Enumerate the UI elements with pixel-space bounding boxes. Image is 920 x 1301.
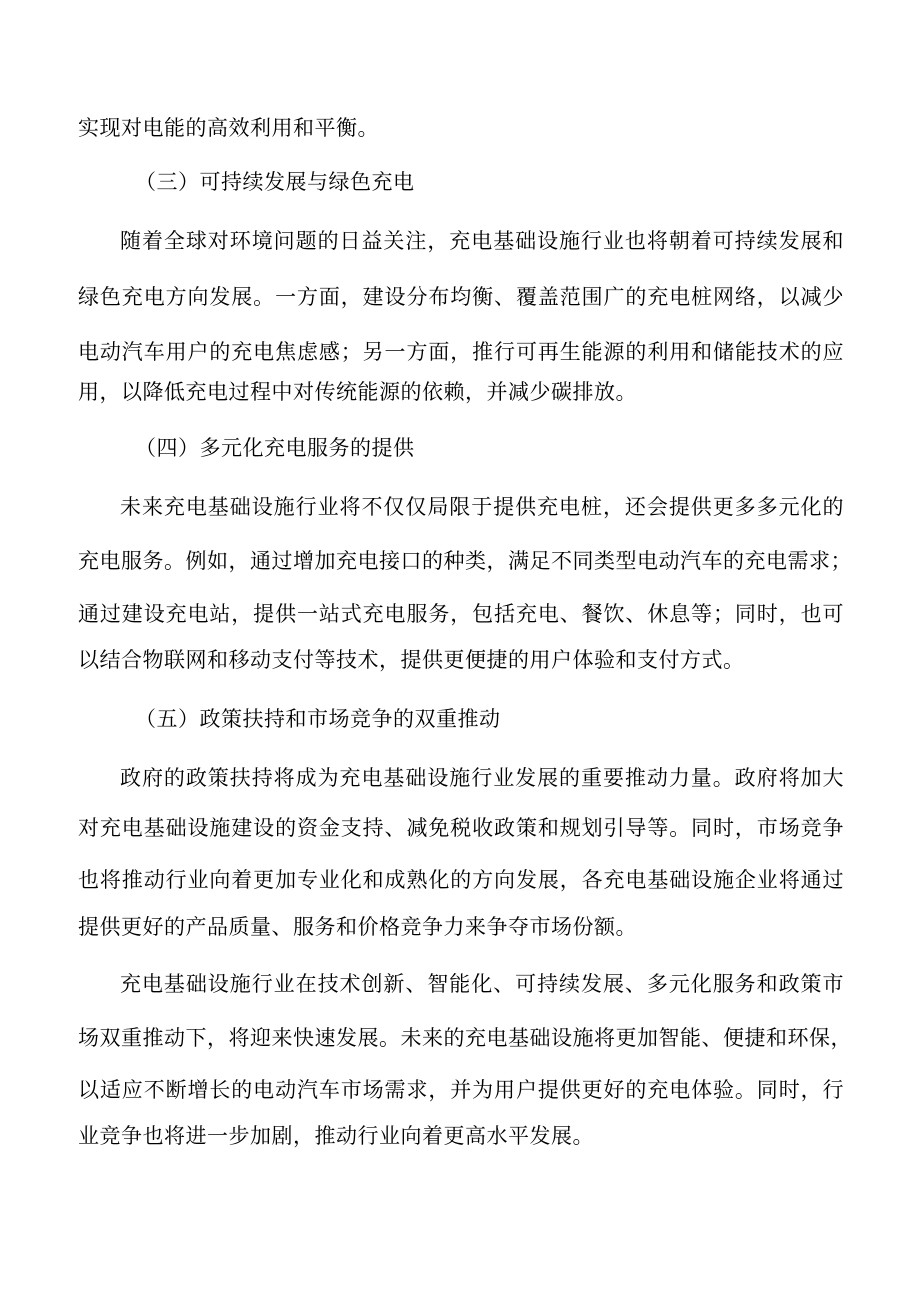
section-heading-5: （五）政策扶持和市场竞争的双重推动 bbox=[135, 707, 501, 731]
paragraph-line: 提供更好的产品质量、服务和价格竞争力来争夺市场份额。 bbox=[78, 915, 637, 939]
paragraph-line: 通过建设充电站，提供一站式充电服务，包括充电、餐饮、休息等；同时，也可 bbox=[78, 602, 844, 626]
paragraph-line: 也将推动行业向着更加专业化和成熟化的方向发展，各充电基础设施企业将通过 bbox=[78, 868, 844, 892]
paragraph-line: 实现对电能的高效利用和平衡。 bbox=[78, 116, 379, 140]
paragraph-line: 电动汽车用户的充电焦虑感；另一方面，推行可再生能源的利用和储能技术的应 bbox=[78, 340, 844, 364]
paragraph-line: 场双重推动下，将迎来快速发展。未来的充电基础设施将更加智能、便捷和环保， bbox=[78, 1026, 852, 1050]
paragraph-line: 业竞争也将进一步加剧，推动行业向着更高水平发展。 bbox=[78, 1124, 594, 1148]
paragraph-line: 充电服务。例如，通过增加充电接口的种类，满足不同类型电动汽车的充电需求； bbox=[78, 549, 852, 573]
paragraph-line: 政府的政策扶持将成为充电基础设施行业发展的重要推动力量。政府将加大 bbox=[120, 766, 844, 790]
paragraph-line: 以结合物联网和移动支付等技术，提供更便捷的用户体验和支付方式。 bbox=[78, 648, 745, 672]
paragraph-line: 充电基础设施行业在技术创新、智能化、可持续发展、多元化服务和政策市 bbox=[120, 972, 844, 996]
paragraph-line: 对充电基础设施建设的资金支持、减免税收政策和规划引导等。同时，市场竞争 bbox=[78, 816, 844, 840]
paragraph-line: 随着全球对环境问题的日益关注，充电基础设施行业也将朝着可持续发展和 bbox=[120, 229, 844, 253]
section-heading-4: （四）多元化充电服务的提供 bbox=[135, 436, 415, 460]
paragraph-line: 未来充电基础设施行业将不仅仅局限于提供充电桩，还会提供更多多元化的 bbox=[120, 495, 844, 519]
section-heading-3: （三）可持续发展与绿色充电 bbox=[135, 170, 415, 194]
paragraph-line: 用，以降低充电过程中对传统能源的依赖，并减少碳排放。 bbox=[78, 380, 637, 404]
paragraph-line: 绿色充电方向发展。一方面，建设分布均衡、覆盖范围广的充电桩网络，以减少 bbox=[78, 285, 844, 309]
paragraph-line: 以适应不断增长的电动汽车市场需求，并为用户提供更好的充电体验。同时，行 bbox=[78, 1078, 844, 1102]
